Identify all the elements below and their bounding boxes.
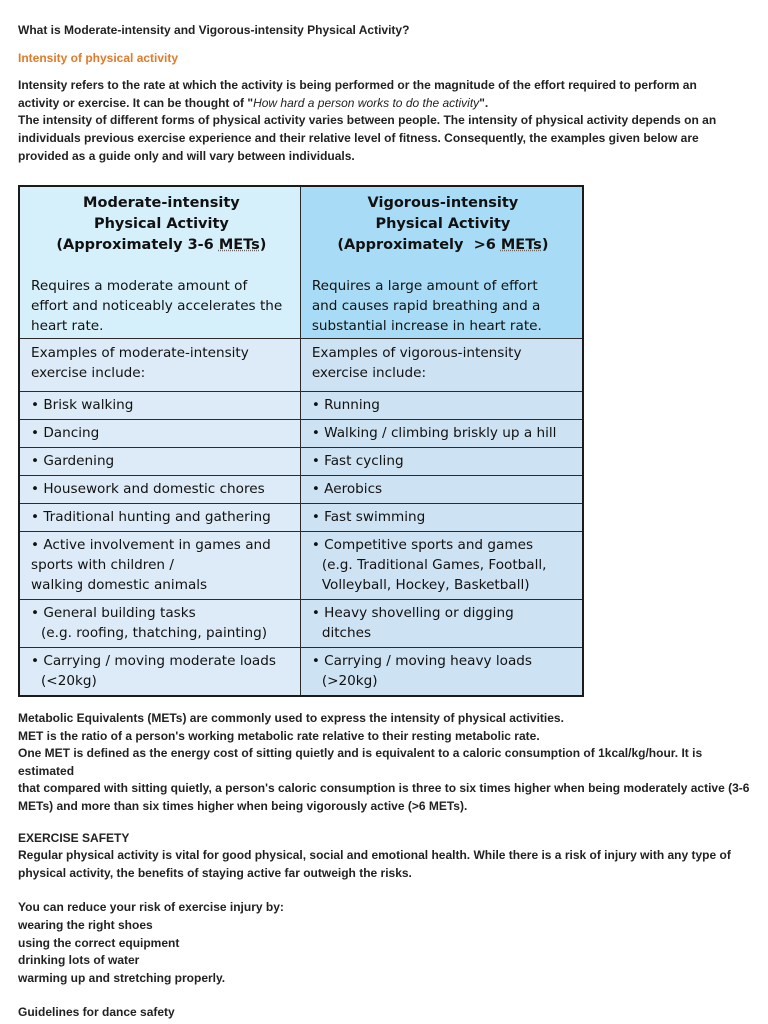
intro-line — [18, 95, 753, 113]
mets-line: METs) and more than six times higher when being vigorously active (>6 METs). — [18, 798, 468, 813]
vigorous-activity-cell — [300, 392, 583, 420]
mets-line: Metabolic Equivalents (METs) are commonly used to express the intensity of physical activities. — [18, 711, 564, 725]
moderate-activity-cell — [19, 420, 300, 448]
activity-text: • Aerobics — [311, 481, 383, 497]
page-title: What is Moderate-intensity and Vigorous-intensity Physical Activity? — [18, 23, 410, 37]
moderate-desc-line: Requires a moderate amount of — [31, 278, 248, 294]
activity-text: • Traditional hunting and gathering — [31, 509, 271, 525]
activity-text: • Fast swimming — [311, 509, 426, 525]
document-bottom — [18, 710, 753, 1022]
activity-text: (<20kg) — [41, 673, 97, 689]
intro-text: activity or exercise. It can be thought of " — [18, 95, 254, 110]
activity-text: • Fast cycling — [311, 453, 404, 469]
table-row — [19, 392, 583, 420]
moderate-header-cell — [19, 186, 300, 339]
mets-paragraph — [18, 710, 753, 816]
dance-safety-heading: Guidelines for dance safety — [18, 1005, 175, 1020]
moderate-examples-cell — [19, 339, 300, 392]
safety-line: physical activity, the benefits of staying active far outweigh the risks. — [18, 865, 412, 880]
moderate-description — [31, 276, 292, 336]
activity-text: • General building tasks — [31, 605, 196, 621]
table-row — [19, 648, 583, 697]
vigorous-title — [312, 189, 574, 256]
vigorous-activity-cell — [300, 420, 583, 448]
reduce-risk-intro: You can reduce your risk of exercise injury by: — [18, 900, 284, 915]
table-row — [19, 448, 583, 476]
moderate-activity-cell — [19, 648, 300, 697]
moderate-title-line: Physical Activity — [93, 216, 229, 232]
vigorous-title-text: ) — [541, 237, 549, 253]
moderate-activity-cell — [19, 476, 300, 504]
intro-line: The intensity of different forms of physical activity varies between people. The intensity of physical activity depends on an — [18, 113, 717, 128]
vigorous-desc-line: Requires a large amount of effort — [311, 278, 538, 294]
vigorous-examples-line: Examples of vigorous-intensity — [311, 345, 522, 361]
safety-tip: warming up and stretching properly. — [18, 970, 226, 985]
activity-text: walking domestic animals — [31, 577, 208, 593]
vigorous-activity-cell — [300, 476, 583, 504]
activity-text: ditches — [321, 625, 372, 641]
table-row — [19, 476, 583, 504]
activity-text: • Housework and domestic chores — [31, 481, 265, 497]
mets-line: One MET is defined as the energy cost of sitting quietly and is equivalent to a caloric consumption of 1kcal/kg/hour. It is estimated — [18, 746, 703, 778]
activity-text: • Gardening — [31, 453, 115, 469]
activity-text: • Walking / climbing briskly up a hill — [311, 425, 557, 441]
document-top — [18, 22, 753, 165]
vigorous-activity-cell — [300, 600, 583, 648]
moderate-title-mets: METs — [218, 237, 260, 253]
activity-text: • Active involvement in games and — [31, 537, 271, 553]
moderate-examples-line: exercise include: — [31, 365, 146, 381]
vigorous-activity-cell — [300, 448, 583, 476]
vigorous-activity-cell — [300, 648, 583, 697]
vigorous-desc-line: and causes rapid breathing and a — [311, 298, 541, 314]
moderate-activity-cell — [19, 504, 300, 532]
activity-text: (e.g. Traditional Games, Football, — [321, 557, 547, 573]
activity-text: • Carrying / moving moderate loads — [31, 653, 276, 669]
vigorous-title-line: Physical Activity — [375, 216, 511, 232]
moderate-activity-cell — [19, 448, 300, 476]
intro-line: individuals previous exercise experience and their relative level of fitness. Consequently, the examples given below are — [18, 130, 699, 145]
moderate-activity-cell — [19, 600, 300, 648]
intro-text: ". — [479, 95, 489, 110]
vigorous-desc-line: substantial increase in heart rate. — [311, 318, 542, 334]
activity-text: • Brisk walking — [31, 397, 134, 413]
safety-line: Regular physical activity is vital for good physical, social and emotional health. While there is a risk of injury with any type of — [18, 848, 731, 863]
moderate-activity-cell — [19, 532, 300, 600]
safety-tip: drinking lots of water — [18, 953, 140, 968]
intro-line: Intensity refers to the rate at which the activity is being performed or the magnitude of the effort required to perform an — [18, 78, 697, 93]
activity-text: sports with children / — [31, 557, 174, 573]
vigorous-title-line: Vigorous-intensity — [367, 195, 519, 211]
table-row — [19, 532, 583, 600]
activity-text: • Carrying / moving heavy loads — [311, 653, 533, 669]
safety-tip: using the correct equipment — [18, 935, 180, 950]
activity-text: (>20kg) — [321, 673, 378, 689]
exercise-safety-heading: EXERCISE SAFETY — [18, 830, 130, 845]
moderate-desc-line: heart rate. — [31, 318, 104, 334]
vigorous-title-text: (Approximately >6 — [337, 237, 501, 253]
table-row — [19, 600, 583, 648]
moderate-title — [31, 189, 292, 256]
vigorous-description — [312, 276, 574, 336]
activity-text: • Dancing — [31, 425, 100, 441]
vigorous-examples-line: exercise include: — [311, 365, 427, 381]
moderate-title-line: Moderate-intensity — [83, 195, 240, 211]
moderate-examples-line: Examples of moderate-intensity — [31, 345, 249, 361]
vigorous-header-cell — [300, 186, 583, 339]
activity-text: • Heavy shovelling or digging — [311, 605, 514, 621]
vigorous-activity-cell — [300, 532, 583, 600]
table-examples-row — [19, 339, 583, 392]
intro-line: provided as a guide only and will vary between individuals. — [18, 148, 355, 163]
intro-paragraph-2 — [18, 112, 753, 165]
moderate-activity-cell — [19, 392, 300, 420]
vigorous-activity-cell — [300, 504, 583, 532]
moderate-title-text: ) — [259, 237, 267, 253]
activity-text: • Running — [311, 397, 380, 413]
vigorous-title-line — [312, 235, 574, 256]
moderate-title-line — [31, 235, 292, 256]
table-header-row — [19, 186, 583, 339]
activity-text: • Competitive sports and games — [311, 537, 534, 553]
moderate-title-text: (Approximately 3-6 — [56, 237, 219, 253]
intro-quote: How hard a person works to do the activity — [253, 95, 480, 110]
mets-line: MET is the ratio of a person's working metabolic rate relative to their resting metabolic rate. — [18, 728, 540, 743]
moderate-desc-line: effort and noticeably accelerates the — [31, 298, 283, 314]
intensity-table — [18, 185, 584, 697]
vigorous-examples-cell — [300, 339, 583, 392]
table-row — [19, 420, 583, 448]
vigorous-title-mets: METs — [500, 237, 542, 253]
safety-tip: wearing the right shoes — [18, 917, 153, 932]
section-heading-intensity: Intensity of physical activity — [18, 50, 179, 65]
mets-line: that compared with sitting quietly, a person's caloric consumption is three to six times higher when being moderately active (3-6 — [18, 781, 750, 796]
table-row — [19, 504, 583, 532]
activity-text: Volleyball, Hockey, Basketball) — [321, 577, 530, 593]
activity-text: (e.g. roofing, thatching, painting) — [41, 625, 267, 641]
intro-paragraph-1 — [18, 77, 753, 112]
safety-tips-list — [18, 917, 753, 987]
safety-paragraph — [18, 847, 753, 882]
